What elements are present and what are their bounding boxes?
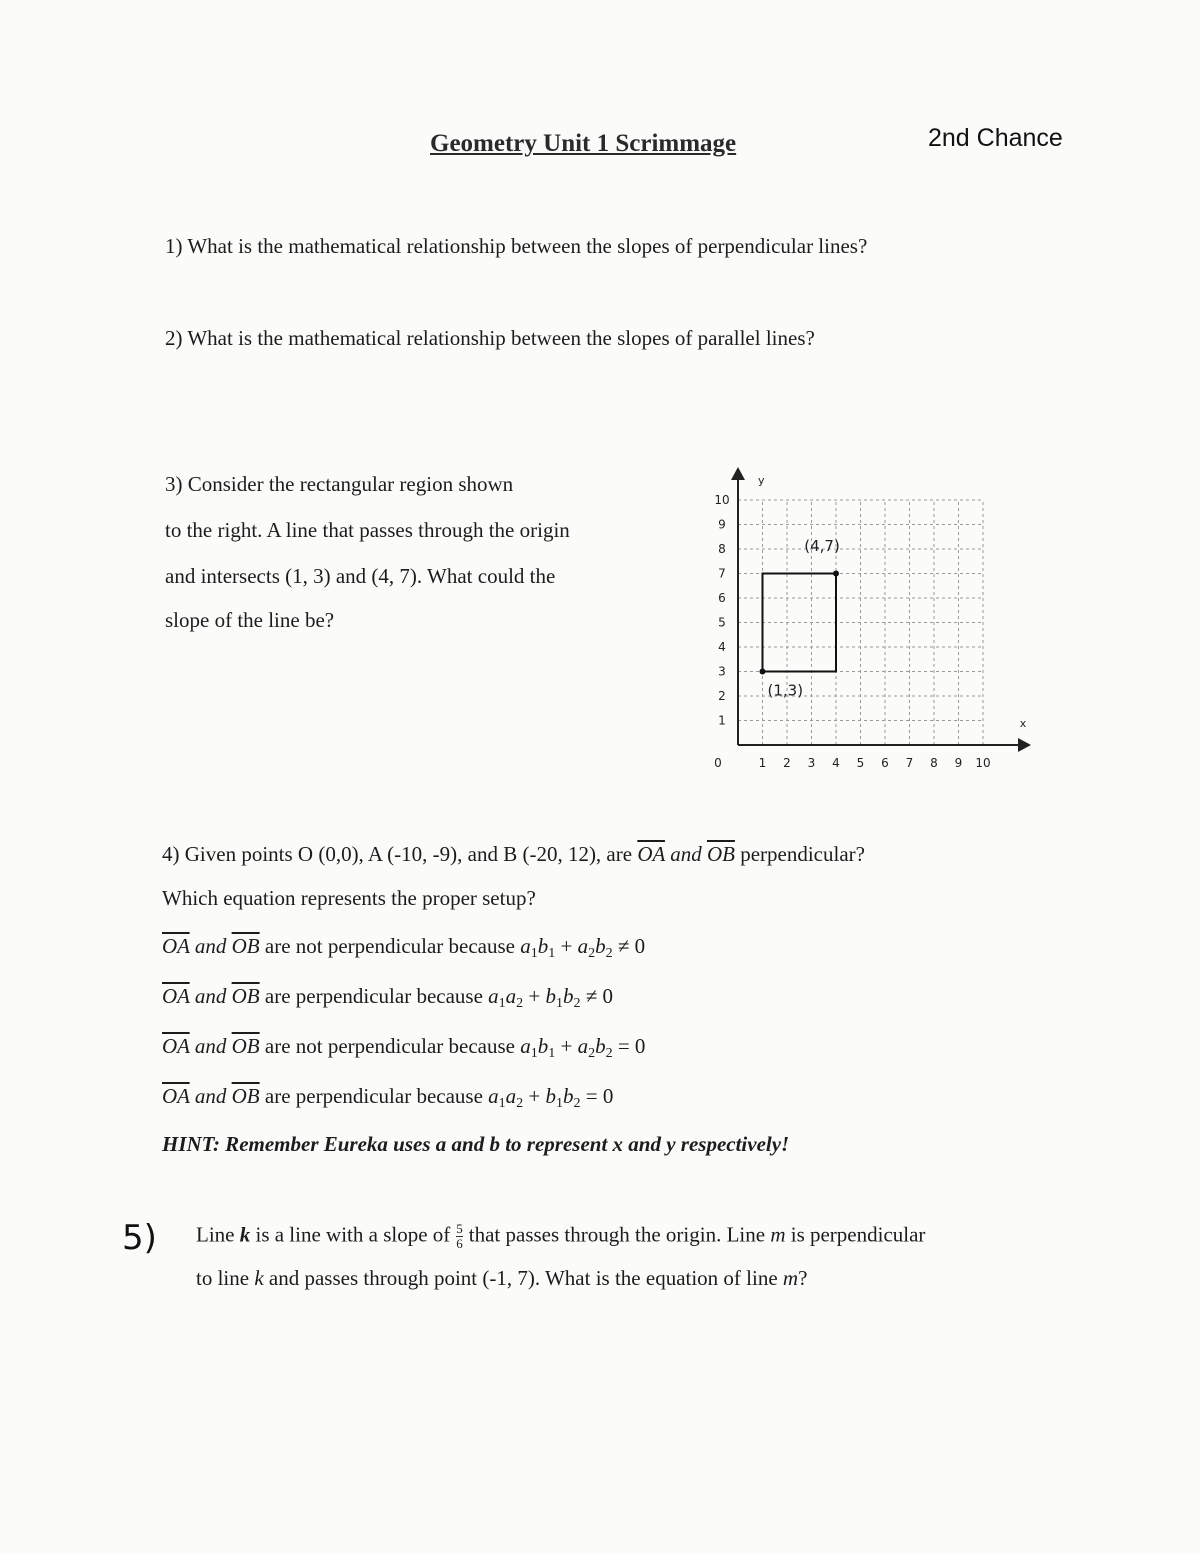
second-chance-tag: 2nd Chance <box>928 124 1063 152</box>
segment-oa: $\overline{OA}$ <box>162 934 190 958</box>
question-3-line-4: slope of the line be? <box>165 608 335 632</box>
handwritten-question-number: 5) <box>122 1218 157 1258</box>
segment-oa: $\overline{OA}$ <box>637 842 665 866</box>
x-tick-label: 3 <box>807 756 816 770</box>
segment-ob: $\overline{OB}$ <box>231 984 260 1008</box>
term: a <box>488 1084 499 1108</box>
y-tick-label: 10 <box>714 493 730 507</box>
subscript: 1 <box>548 946 556 961</box>
relation: = 0 <box>612 1034 646 1058</box>
data-point <box>760 669 766 675</box>
question-3-line-2: to the right. A line that passes through the origin <box>165 518 570 542</box>
var-m-2: m <box>782 1266 799 1290</box>
y-tick-label: 7 <box>718 566 726 581</box>
question-5-line-2 <box>196 1266 807 1291</box>
and-word: and <box>189 1034 232 1058</box>
x-tick-label: 2 <box>783 756 791 770</box>
subscript: 1 <box>548 1046 556 1061</box>
segment-oa: $\overline{OA}$ <box>162 1034 190 1058</box>
y-tick-label: 2 <box>718 689 726 703</box>
subscript: 2 <box>573 1096 581 1111</box>
term: a <box>488 984 499 1008</box>
q5-line2-a: to line <box>196 1266 255 1290</box>
subscript: 2 <box>588 1046 596 1061</box>
subscript: 2 <box>588 946 596 961</box>
graph-svg <box>700 455 1027 775</box>
and-word: and <box>189 1084 232 1108</box>
point-label-1-3: (1,3) <box>767 681 804 700</box>
hint-text: HINT: Remember Eureka uses a and b to represent x and y respectively! <box>162 1132 790 1156</box>
subscript: 1 <box>556 996 563 1011</box>
relation: = 0 <box>580 1084 614 1108</box>
subscript: 1 <box>498 996 506 1011</box>
y-tick-label: 5 <box>718 615 726 630</box>
question-5-line-1 <box>196 1222 925 1251</box>
y-tick-label: 6 <box>718 591 726 605</box>
x-axis-label: x <box>1019 717 1027 730</box>
answer-option <box>162 1084 613 1112</box>
var-k: k <box>239 1222 251 1247</box>
option-text: are not perpendicular because <box>259 1034 521 1058</box>
subscript: 1 <box>556 1096 563 1111</box>
term: b <box>595 1034 606 1058</box>
y-axis-arrow <box>731 467 745 480</box>
term: a <box>577 934 589 958</box>
option-text: are perpendicular because <box>259 984 489 1008</box>
fraction-denominator: 6 <box>456 1236 463 1251</box>
var-k-2: k <box>254 1266 264 1290</box>
question-3-line-1: 3) Consider the rectangular region shown <box>165 472 514 496</box>
term: b <box>563 984 574 1008</box>
x-tick-label: 6 <box>881 756 889 770</box>
coordinate-graph <box>700 455 1027 775</box>
segment-ob: $\overline{OB}$ <box>231 934 260 958</box>
var-m: m <box>770 1222 786 1247</box>
answer-option <box>162 1034 645 1062</box>
segment-ob: $\overline{OB}$ <box>231 1084 260 1108</box>
x-axis-arrow <box>1018 738 1031 752</box>
y-tick-label: 4 <box>718 640 726 654</box>
term: b <box>563 1084 574 1108</box>
question-4-prompt-2: Which equation represents the proper setup? <box>162 886 536 910</box>
and-word: and <box>664 842 707 866</box>
question-2: 2) What is the mathematical relationship between the slopes of parallel lines? <box>165 326 815 350</box>
q5-line2-b: and passes through point (-1, 7). What is the equation of line <box>263 1266 783 1290</box>
and-word: and <box>189 984 232 1008</box>
subscript: 1 <box>530 1046 538 1061</box>
question-1: 1) What is the mathematical relationship between the slopes of perpendicular lines? <box>165 234 868 258</box>
q5-text-c: that passes through the origin. Line <box>468 1222 771 1247</box>
plus-sign: + <box>555 1034 578 1058</box>
option-text: are not perpendicular because <box>259 934 521 958</box>
plus-sign: + <box>523 1084 546 1108</box>
x-tick-label: 9 <box>954 756 963 770</box>
term: b <box>537 1034 549 1058</box>
question-4-prompt-a: 4) Given points O (0,0), A (-10, -9), and B (-20, 12), are <box>162 842 638 866</box>
term: b <box>545 1084 556 1108</box>
term: a <box>520 1034 531 1058</box>
page-title: Geometry Unit 1 Scrimmage <box>430 130 737 157</box>
plus-sign: + <box>523 984 546 1008</box>
relation: ≠ 0 <box>612 934 646 958</box>
term: b <box>537 934 549 958</box>
x-tick-label: 5 <box>856 756 865 770</box>
segment-ob: $\overline{OB}$ <box>706 842 735 866</box>
plus-sign: + <box>555 934 578 958</box>
term: a <box>505 984 517 1008</box>
point-label-4-7: (4,7) <box>804 537 840 555</box>
term: a <box>520 934 531 958</box>
question-3-line-3: and intersects (1, 3) and (4, 7). What could the <box>165 564 556 588</box>
origin-label: 0 <box>714 756 722 770</box>
term: b <box>545 984 556 1008</box>
x-tick-label: 7 <box>905 756 914 770</box>
term: a <box>577 1034 589 1058</box>
subscript: 2 <box>516 996 524 1011</box>
subscript: 1 <box>530 946 538 961</box>
option-text: are perpendicular because <box>259 1084 489 1108</box>
subscript: 2 <box>605 946 613 961</box>
q5-line2-c: ? <box>798 1266 808 1290</box>
q5-text-d: is perpendicular <box>785 1222 926 1247</box>
q5-text-a: Line <box>196 1222 240 1247</box>
y-tick-label: 3 <box>718 664 726 679</box>
answer-option <box>162 934 645 962</box>
subscript: 2 <box>605 1046 613 1061</box>
segment-ob: $\overline{OB}$ <box>231 1034 260 1058</box>
answer-option <box>162 984 613 1012</box>
and-word: and <box>189 934 232 958</box>
x-tick-label: 8 <box>930 756 938 770</box>
question-4-prompt-b: perpendicular? <box>734 842 865 866</box>
x-tick-label: 4 <box>832 756 840 770</box>
relation: ≠ 0 <box>580 984 614 1008</box>
segment-oa: $\overline{OA}$ <box>162 984 190 1008</box>
term: b <box>595 934 606 958</box>
q5-text-b: is a line with a slope of <box>250 1222 451 1247</box>
term: a <box>505 1084 517 1108</box>
y-axis-label: y <box>758 474 765 487</box>
fraction-numerator: 5 <box>456 1221 463 1236</box>
y-tick-label: 8 <box>718 542 726 556</box>
data-point <box>833 571 839 577</box>
subscript: 2 <box>573 996 581 1011</box>
y-tick-label: 9 <box>718 517 726 532</box>
x-tick-label: 1 <box>758 756 767 770</box>
y-tick-label: 1 <box>718 713 726 728</box>
subscript: 2 <box>516 1096 524 1111</box>
subscript: 1 <box>498 1096 506 1111</box>
slope-fraction <box>456 1222 463 1251</box>
x-tick-label: 10 <box>975 756 991 770</box>
segment-oa: $\overline{OA}$ <box>162 1084 190 1108</box>
question-4-prompt <box>162 842 865 867</box>
